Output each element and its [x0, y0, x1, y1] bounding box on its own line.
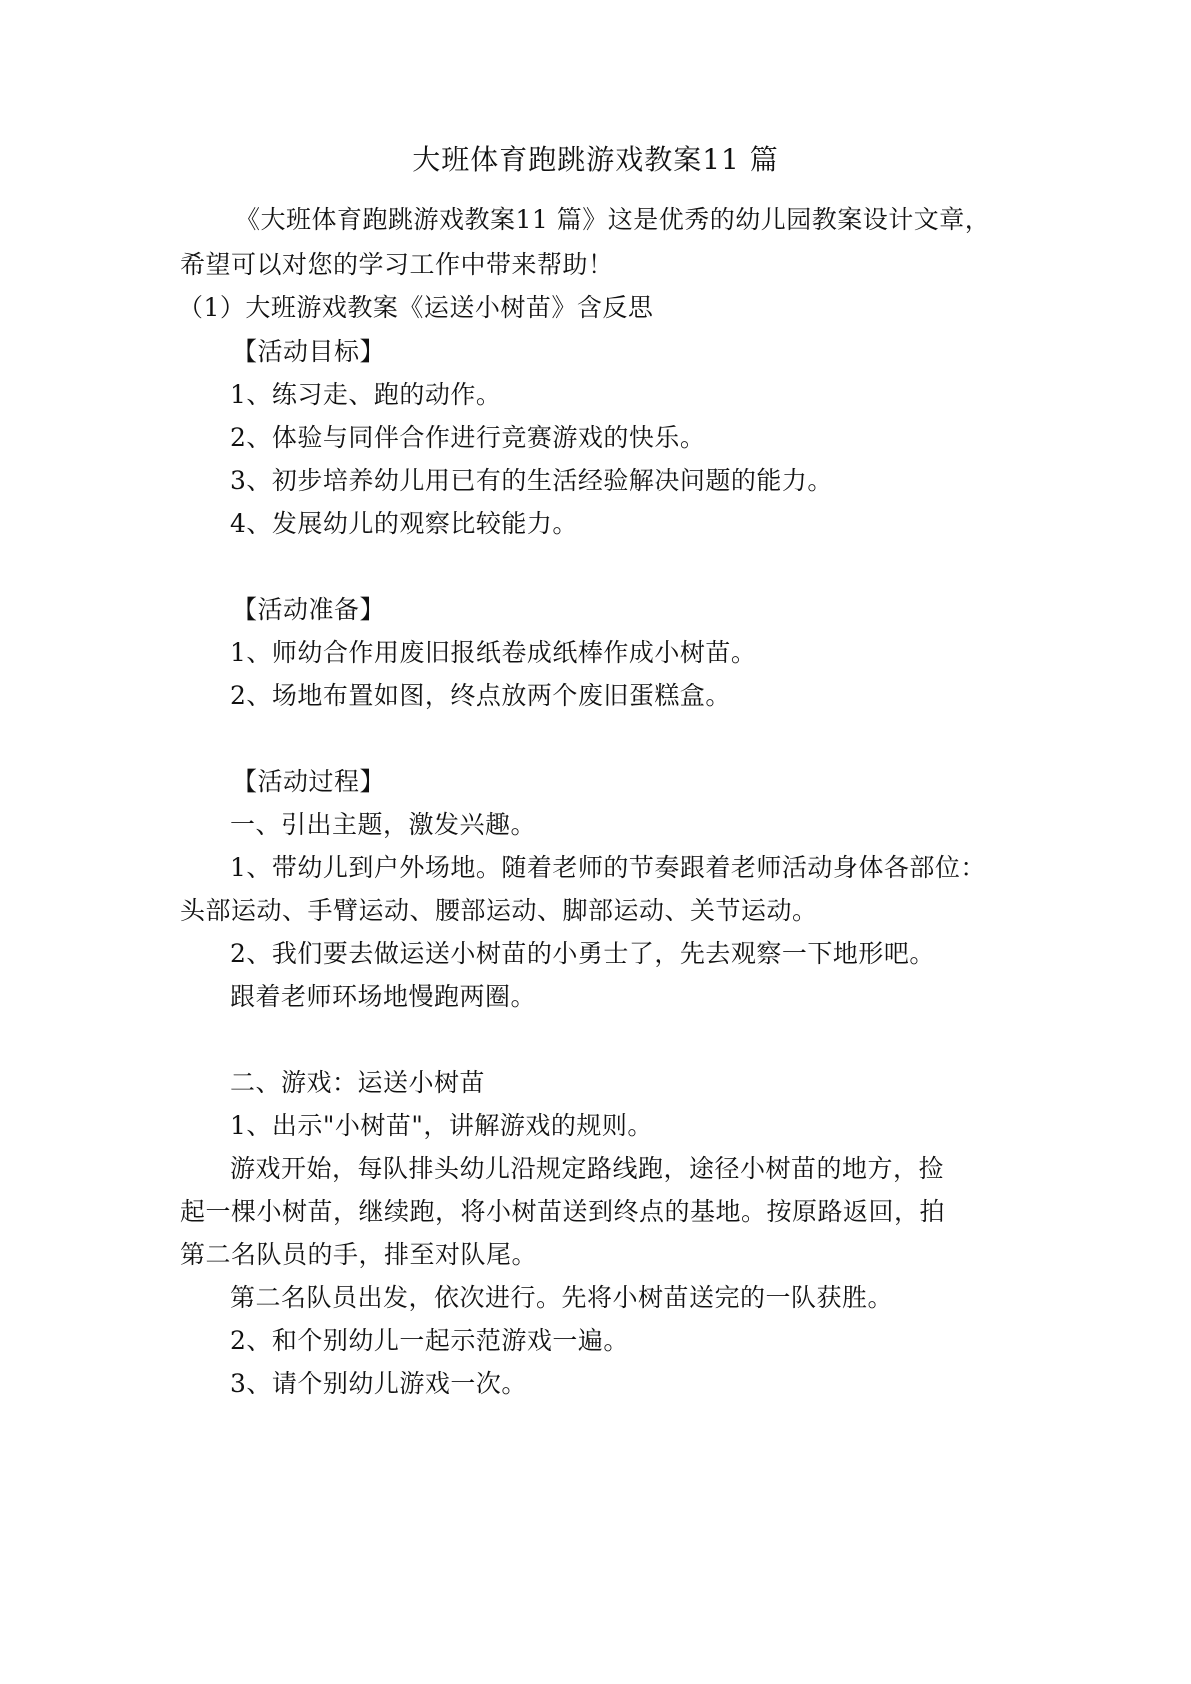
rules-line-2: 起一棵小树苗，继续跑，将小树苗送到终点的基地。按原路返回，拍 — [180, 1197, 946, 1226]
section-1-title: （1）大班游戏教案《运送小树苗》含反思 — [178, 293, 654, 322]
preparation-item-1: 1、师幼合作用废旧报纸卷成纸棒作成小树苗。 — [230, 638, 757, 667]
process-part-2-item-3: 3、请个别幼儿游戏一次。 — [230, 1369, 527, 1398]
preparation-heading: 【活动准备】 — [232, 595, 386, 624]
goals-heading: 【活动目标】 — [232, 337, 386, 366]
rules-line-3: 第二名队员的手，排至对队尾。 — [180, 1240, 538, 1269]
process-heading: 【活动过程】 — [232, 767, 386, 796]
goal-item-3: 3、初步培养幼儿用已有的生活经验解决问题的能力。 — [230, 466, 833, 495]
rules-line-1: 游戏开始，每队排头幼儿沿规定路线跑，途径小树苗的地方，捡 — [230, 1154, 945, 1183]
process-part-2-title: 二、游戏：运送小树苗 — [230, 1068, 486, 1097]
preparation-item-2: 2、场地布置如图，终点放两个废旧蛋糕盒。 — [230, 681, 731, 710]
process-part-1-item-1-line-2: 头部运动、手臂运动、腰部运动、脚部运动、关节运动。 — [180, 896, 818, 925]
process-part-1-item-1-line-1: 1、带幼儿到户外场地。随着老师的节奏跟着老师活动身体各部位： — [230, 853, 986, 882]
process-part-2-item-1: 1、出示"小树苗"，讲解游戏的规则。 — [230, 1111, 653, 1140]
goal-item-2: 2、体验与同伴合作进行竞赛游戏的快乐。 — [230, 423, 706, 452]
rules-line-4: 第二名队员出发，依次进行。先将小树苗送完的一队获胜。 — [230, 1283, 894, 1312]
goal-item-1: 1、练习走、跑的动作。 — [230, 380, 502, 409]
process-part-1-item-2-cont: 跟着老师环场地慢跑两圈。 — [230, 982, 537, 1011]
intro-line-1: 《大班体育跑跳游戏教案11 篇》这是优秀的幼儿园教案设计文章， — [235, 205, 991, 234]
process-part-1-item-2: 2、我们要去做运送小树苗的小勇士了，先去观察一下地形吧。 — [230, 939, 935, 968]
document-title: 大班体育跑跳游戏教案11 篇 — [412, 143, 779, 176]
process-part-2-item-2: 2、和个别幼儿一起示范游戏一遍。 — [230, 1326, 629, 1355]
process-part-1-title: 一、引出主题，激发兴趣。 — [230, 810, 537, 839]
goal-item-4: 4、发展幼儿的观察比较能力。 — [230, 509, 578, 538]
intro-line-2: 希望可以对您的学习工作中带来帮助！ — [180, 250, 614, 279]
